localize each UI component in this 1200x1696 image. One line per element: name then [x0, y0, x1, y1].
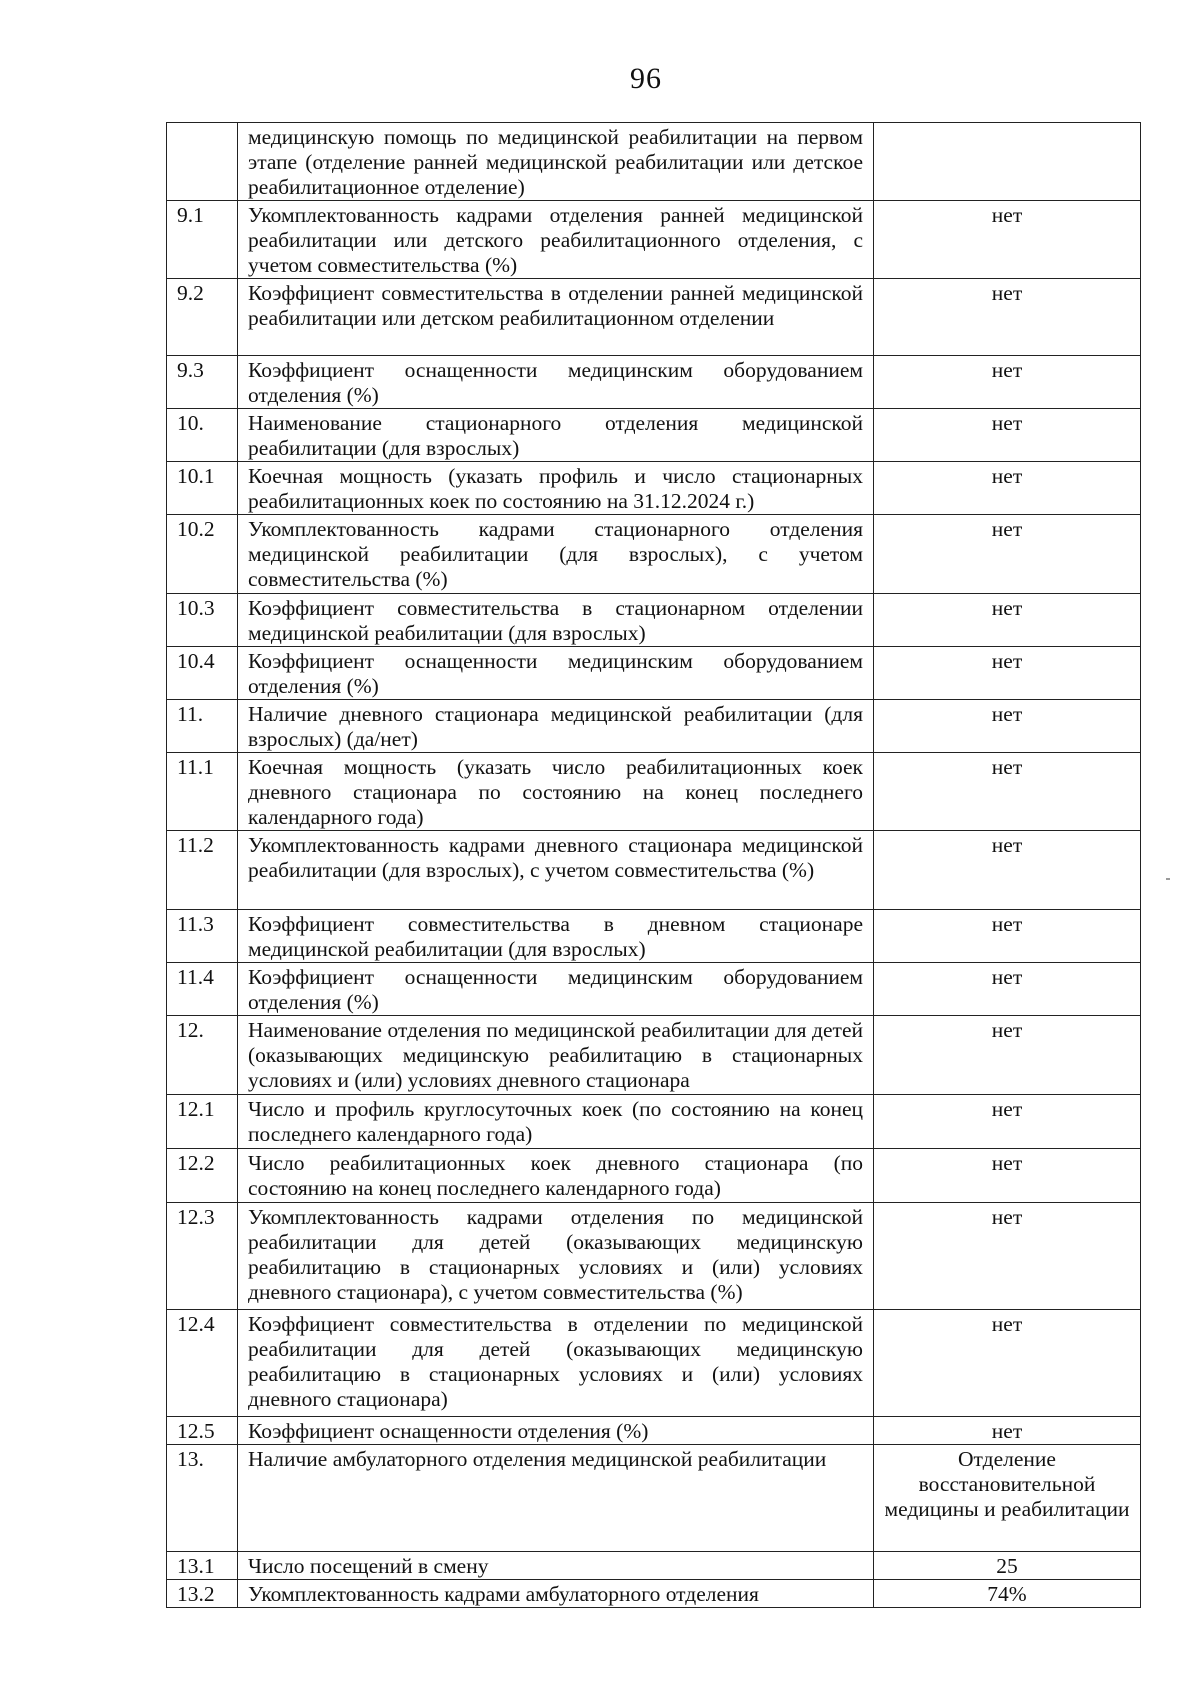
row-value: нет: [874, 963, 1141, 1016]
page-number: 96: [630, 62, 662, 95]
table-row: [167, 1095, 1141, 1149]
row-value: нет: [874, 594, 1141, 647]
row-value: нет: [874, 831, 1141, 910]
row-value: нет: [874, 1417, 1141, 1445]
row-number: 9.1: [167, 201, 238, 279]
row-number: 13.1: [167, 1552, 238, 1580]
row-value: нет: [874, 700, 1141, 753]
indicators-table: [166, 122, 1141, 1608]
row-value: [874, 123, 1141, 201]
row-number: 13.2: [167, 1580, 238, 1608]
row-description: Наличие дневного стационара медицинской реабилитации (для взрослых) (да/нет): [238, 700, 874, 753]
row-number: 10.: [167, 409, 238, 462]
row-value: нет: [874, 201, 1141, 279]
row-number: 12.: [167, 1016, 238, 1095]
row-value: нет: [874, 1095, 1141, 1149]
row-description: медицинскую помощь по медицинской реабилитации на первом этапе (отделение ранней медицинской реабилитации или детское реабилитационное отделение): [238, 123, 874, 201]
row-description: Укомплектованность кадрами отделения по медицинской реабилитации для детей (оказывающих медицинскую реабилитацию в стационарных условиях и (или) условиях дневного стационара), с учетом совместительства (%): [238, 1203, 874, 1310]
row-description: Число посещений в смену: [238, 1552, 874, 1580]
table-row: [167, 356, 1141, 409]
row-description: Коэффициент оснащенности медицинским оборудованием отделения (%): [238, 356, 874, 409]
row-description: Коэффициент оснащенности медицинским оборудованием отделения (%): [238, 647, 874, 700]
row-number: 12.5: [167, 1417, 238, 1445]
row-description: Наименование отделения по медицинской реабилитации для детей (оказывающих медицинскую реабилитацию в стационарных условиях и (или) условиях дневного стационара: [238, 1016, 874, 1095]
table-row: [167, 123, 1141, 201]
table-row: [167, 515, 1141, 594]
row-description: Коэффициент совместительства в отделении ранней медицинской реабилитации или детском реабилитационном отделении: [238, 279, 874, 356]
row-number: 11.2: [167, 831, 238, 910]
table-row: [167, 910, 1141, 963]
table-row: [167, 647, 1141, 700]
table-row: [167, 1417, 1141, 1445]
table-row: [167, 831, 1141, 910]
row-description: Укомплектованность кадрами отделения ранней медицинской реабилитации или детского реабилитационного отделения, с учетом совместительства (%): [238, 201, 874, 279]
row-number: 10.2: [167, 515, 238, 594]
row-number: 10.1: [167, 462, 238, 515]
table-row: [167, 700, 1141, 753]
row-description: Наименование стационарного отделения медицинской реабилитации (для взрослых): [238, 409, 874, 462]
table-row: [167, 1580, 1141, 1608]
row-value: нет: [874, 1310, 1141, 1417]
row-description: Укомплектованность кадрами стационарного отделения медицинской реабилитации (для взрослых), с учетом совместительства (%): [238, 515, 874, 594]
table-row: [167, 462, 1141, 515]
row-value: нет: [874, 356, 1141, 409]
row-description: Число и профиль круглосуточных коек (по состоянию на конец последнего календарного года): [238, 1095, 874, 1149]
table-row: [167, 963, 1141, 1016]
row-number: 12.2: [167, 1149, 238, 1203]
row-value: нет: [874, 1203, 1141, 1310]
row-number: 12.1: [167, 1095, 238, 1149]
row-value: нет: [874, 462, 1141, 515]
row-description: Коечная мощность (указать профиль и число стационарных реабилитационных коек по состоянию на 31.12.2024 г.): [238, 462, 874, 515]
row-value: нет: [874, 753, 1141, 831]
row-number: 11.: [167, 700, 238, 753]
table-row: [167, 279, 1141, 356]
row-description: Укомплектованность кадрами амбулаторного отделения: [238, 1580, 874, 1608]
row-description: Наличие амбулаторного отделения медицинской реабилитации: [238, 1445, 874, 1552]
table-row: [167, 753, 1141, 831]
row-description: Коэффициент совместительства в отделении по медицинской реабилитации для детей (оказывающих медицинскую реабилитацию в стационарных условиях и (или) условиях дневного стационара): [238, 1310, 874, 1417]
table-row: [167, 1310, 1141, 1417]
row-description: Коэффициент оснащенности медицинским оборудованием отделения (%): [238, 963, 874, 1016]
row-value: нет: [874, 515, 1141, 594]
table-row: [167, 1149, 1141, 1203]
table-row: [167, 1552, 1141, 1580]
table-row: [167, 594, 1141, 647]
row-number: 11.1: [167, 753, 238, 831]
row-value: нет: [874, 647, 1141, 700]
table-row: [167, 1445, 1141, 1552]
row-value: нет: [874, 279, 1141, 356]
row-description: Коэффициент совместительства в дневном стационаре медицинской реабилитации (для взрослых): [238, 910, 874, 963]
row-value: нет: [874, 1016, 1141, 1095]
row-number: 9.2: [167, 279, 238, 356]
row-value: 25: [874, 1552, 1141, 1580]
table-row: [167, 409, 1141, 462]
row-number: 10.3: [167, 594, 238, 647]
row-number: 12.3: [167, 1203, 238, 1310]
row-description: Коечная мощность (указать число реабилитационных коек дневного стационара по состоянию на конец последнего календарного года): [238, 753, 874, 831]
row-number: 13.: [167, 1445, 238, 1552]
row-number: [167, 123, 238, 201]
row-description: Коэффициент оснащенности отделения (%): [238, 1417, 874, 1445]
row-value: нет: [874, 910, 1141, 963]
row-value: нет: [874, 409, 1141, 462]
row-value: нет: [874, 1149, 1141, 1203]
scan-speck: [1166, 878, 1170, 880]
row-number: 9.3: [167, 356, 238, 409]
table-row: [167, 1203, 1141, 1310]
row-number: 11.4: [167, 963, 238, 1016]
table-row: [167, 201, 1141, 279]
table-row: [167, 1016, 1141, 1095]
row-number: 12.4: [167, 1310, 238, 1417]
row-description: Число реабилитационных коек дневного стационара (по состоянию на конец последнего календарного года): [238, 1149, 874, 1203]
row-number: 10.4: [167, 647, 238, 700]
row-value: Отделение восстановительной медицины и реабилитации: [874, 1445, 1141, 1552]
row-description: Коэффициент совместительства в стационарном отделении медицинской реабилитации (для взрослых): [238, 594, 874, 647]
row-description: Укомплектованность кадрами дневного стационара медицинской реабилитации (для взрослых), с учетом совместительства (%): [238, 831, 874, 910]
row-value: 74%: [874, 1580, 1141, 1608]
row-number: 11.3: [167, 910, 238, 963]
